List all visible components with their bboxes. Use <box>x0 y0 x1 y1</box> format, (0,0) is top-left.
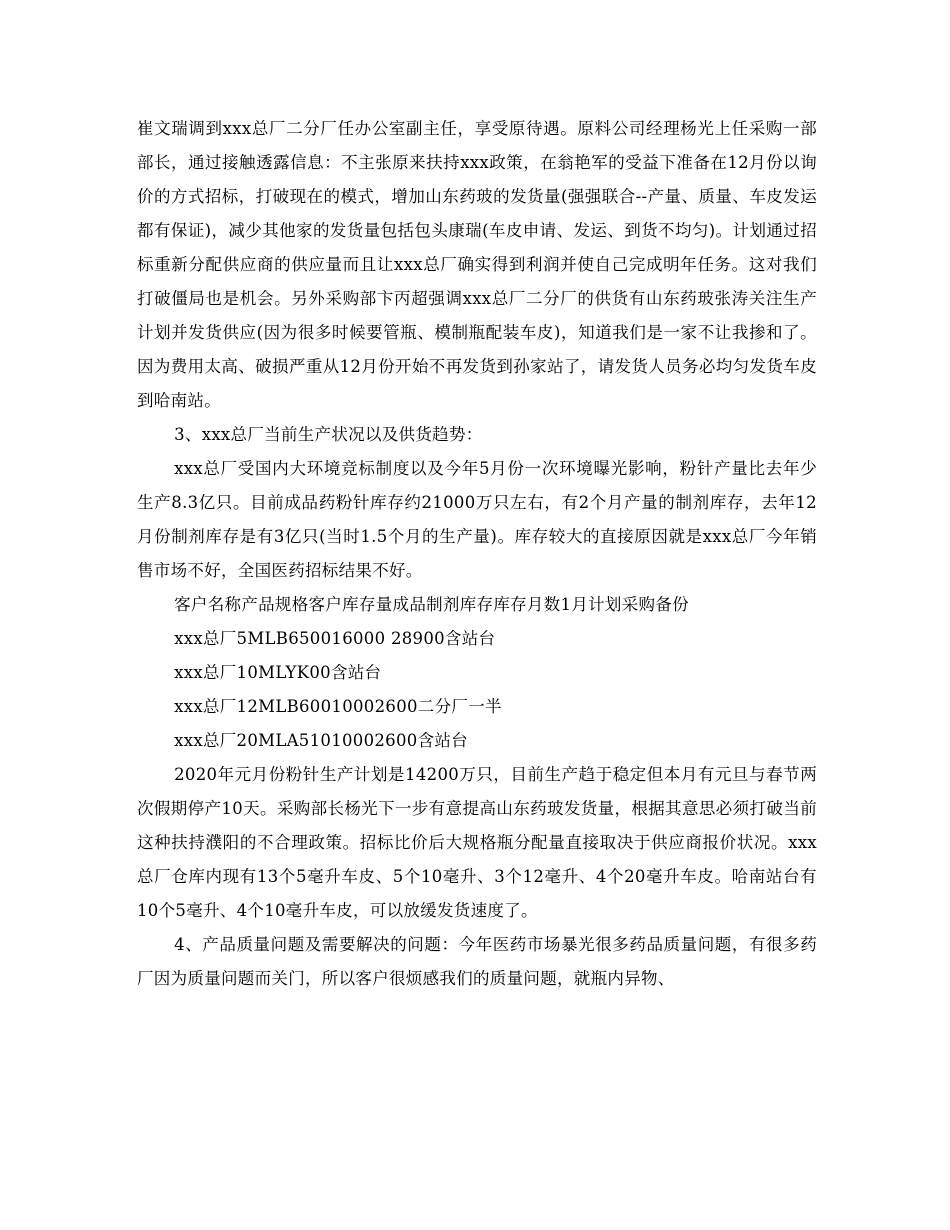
table-row-12ml: xxx总厂12MLB60010002600二分厂一半 <box>174 697 502 716</box>
paragraph-personnel-changes: 崔文瑞调到xxx总厂二分厂任办公室副主任，享受原待遇。原料公司经理杨光上任采购一部部长，通过接触透露信息：不主张原来扶持xxx政策，在翁艳军的受益下准备在12月份以询价的方式招标，打破现在的模式，增加山东药玻的发货量(强强联合--产量、质量、车皮发运都有保证)，减少其他家的发货量包括包头康瑞(车皮申请、发运、到货不均匀)。计划通过招标重新分配供应商的供应量而且让xxx总厂确实得到利润并使自己完成明年任务。这对我们打破僵局也是机会。另外采购部卞丙超强调xxx总厂二分厂的供货有山东药玻张涛关注生产计划并发货供应(因为很多时候要管瓶、模制瓶配装车皮)，知道我们是一家不让我掺和了。因为费用太高、破损严重从12月份开始不再发货到孙家站了，请发货人员务必均匀发货车皮到哈南站。 <box>137 119 817 410</box>
document-body <box>137 112 817 996</box>
table-header-line: 客户名称产品规格客户库存量成品制剂库存库存月数1月计划采购备份 <box>174 595 689 614</box>
paragraph-production-plan: 2020年元月份粉针生产计划是14200万只，目前生产趋于稳定但本月有元旦与春节两次假期停产10天。采购部长杨光下一步有意提高山东药玻发货量，根据其意思必须打破当前这种扶持濮阳的不合理政策。招标比价后大规格瓶分配量直接取决于供应商报价状况。xxx总厂仓库内现有13个5毫升车皮、5个10毫升、3个12毫升、4个20毫升车皮。哈南站台有10个5毫升、4个10毫升车皮，可以放缓发货速度了。 <box>137 765 817 920</box>
table-row-10ml: xxx总厂10MLYK00含站台 <box>174 663 382 682</box>
table-row-20ml: xxx总厂20MLA51010002600含站台 <box>174 731 468 750</box>
section-heading-quality-issues: 4、产品质量问题及需要解决的问题：今年医药市场暴光很多药品质量问题，有很多药厂因为质量问题而关门，所以客户很烦感我们的质量问题，就瓶内异物、 <box>137 935 817 988</box>
section-heading-production-status: 3、xxx总厂当前生产状况以及供货趋势： <box>174 425 483 444</box>
paragraph-production-inventory: xxx总厂受国内大环境竞标制度以及今年5月份一次环境曝光影响，粉针产量比去年少生产8.3亿只。目前成品药粉针库存约21000万只左右，有2个月产量的制剂库存，去年12月份制剂库存是有3亿只(当时1.5个月的生产量)。库存较大的直接原因就是xxx总厂今年销售市场不好，全国医药招标结果不好。 <box>137 459 817 580</box>
table-row-5ml: xxx总厂5MLB650016000 28900含站台 <box>174 629 496 648</box>
